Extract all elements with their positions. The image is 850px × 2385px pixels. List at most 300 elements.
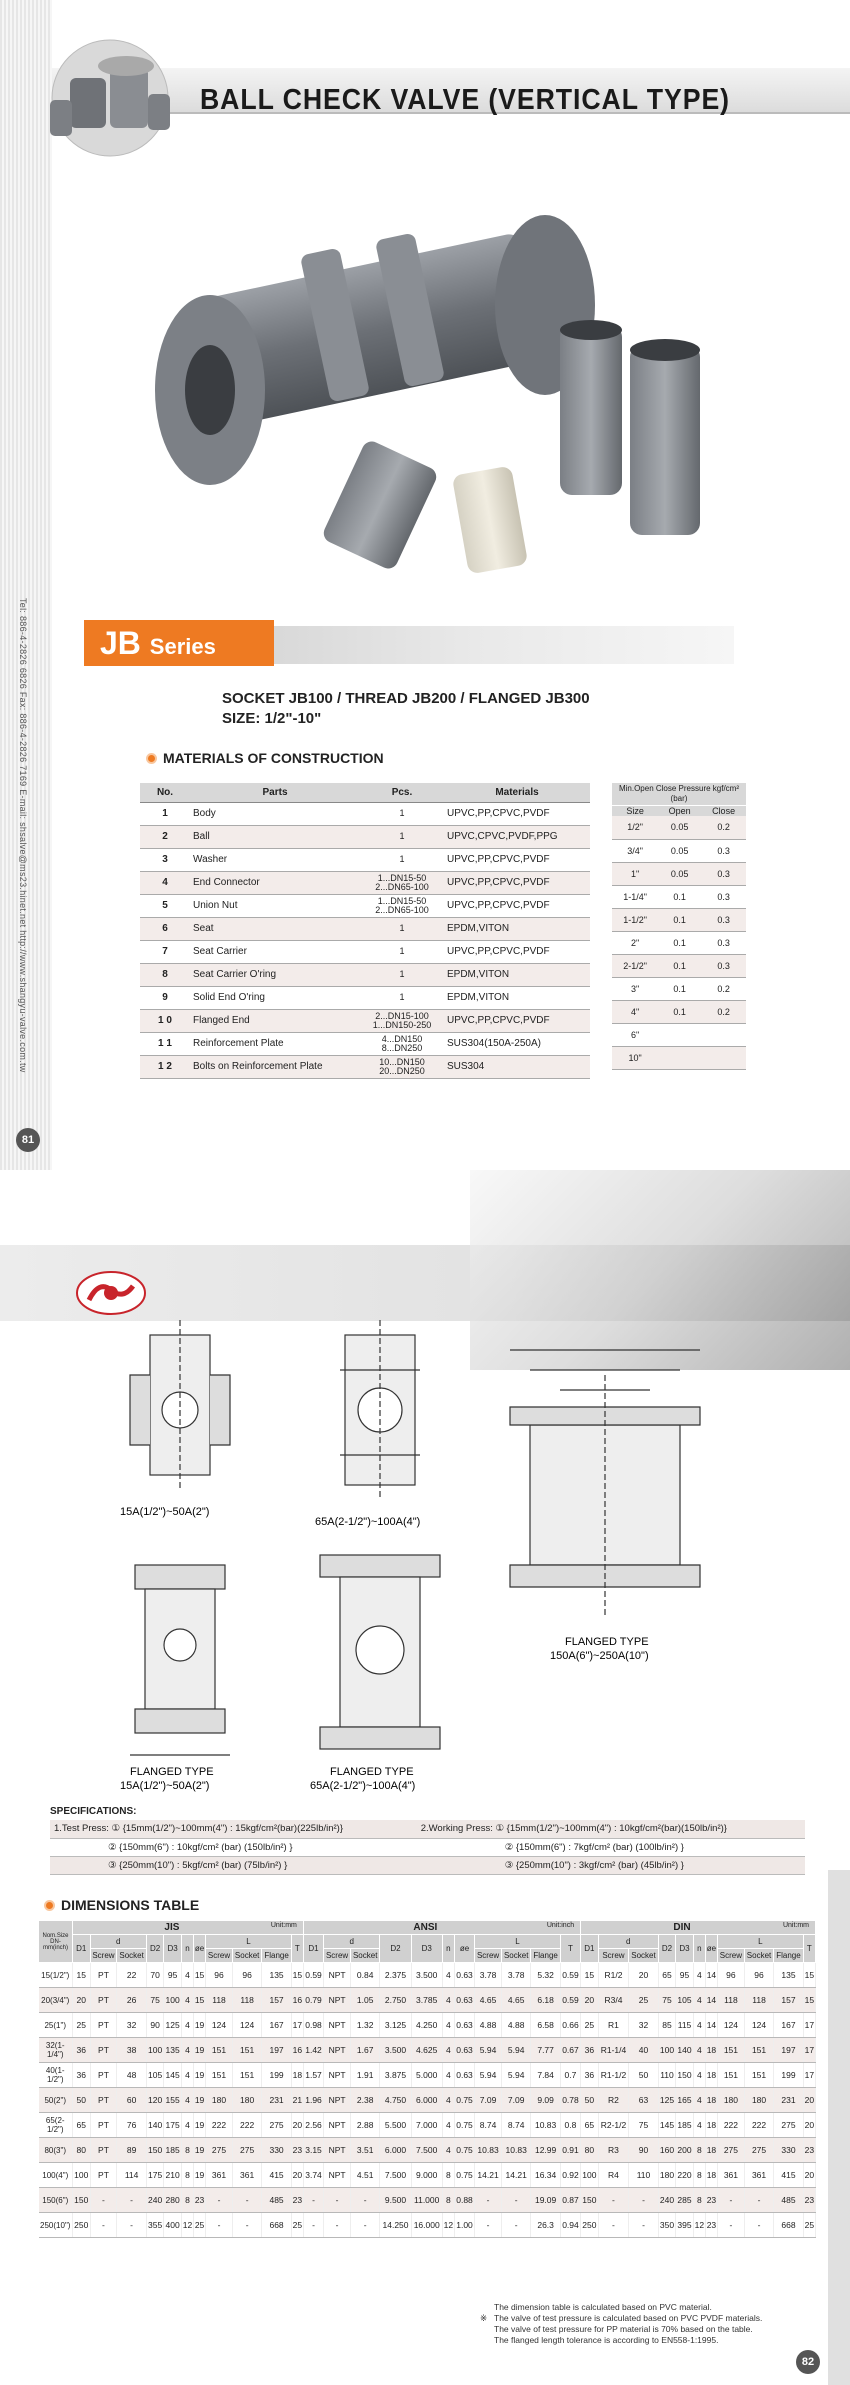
dim-cell: 96 bbox=[717, 1963, 744, 1988]
dim-cell: 4 bbox=[442, 2013, 454, 2038]
materials-cell: UPVC,CPVC,PVDF,PPG bbox=[444, 825, 590, 848]
dim-cell: - bbox=[90, 2188, 117, 2213]
dim-cell: R3 bbox=[598, 2138, 629, 2163]
dim-cell: 100 bbox=[164, 1988, 182, 2013]
dim-cell: 17 bbox=[803, 2038, 815, 2063]
dim-cell: 2.88 bbox=[350, 2113, 379, 2138]
materials-cell: 1 0 bbox=[140, 1009, 190, 1032]
dim-cell: 19 bbox=[194, 2063, 206, 2088]
dim-cell: 361 bbox=[232, 2163, 261, 2188]
dim-cell: 36 bbox=[581, 2038, 599, 2063]
dim-cell: 0.88 bbox=[454, 2188, 474, 2213]
dim-cell: 2.375 bbox=[380, 1963, 411, 1988]
dim-cell: 7.77 bbox=[531, 2038, 560, 2063]
dim-cell: 0.8 bbox=[560, 2113, 580, 2138]
table-row bbox=[612, 1046, 746, 1069]
dim-cell: 9.09 bbox=[531, 2088, 560, 2113]
materials-cell: 1 bbox=[140, 802, 190, 825]
note-line bbox=[480, 2302, 762, 2313]
dim-cell: 4 bbox=[442, 2113, 454, 2138]
materials-heading-text: MATERIALS OF CONSTRUCTION bbox=[163, 750, 384, 766]
dim-cell: 0.78 bbox=[560, 2088, 580, 2113]
dim-cell: 14.250 bbox=[380, 2213, 411, 2238]
dim-cell: 20 bbox=[803, 2088, 815, 2113]
materials-cell: UPVC,PP,CPVC,PVDF bbox=[444, 871, 590, 894]
dim-cell: 16 bbox=[291, 2038, 303, 2063]
materials-table bbox=[140, 783, 590, 1079]
dim-cell: 118 bbox=[744, 1988, 773, 2013]
dim-cell: 197 bbox=[774, 2038, 803, 2063]
dim-header-row bbox=[39, 1921, 816, 1935]
dim-cell: 23 bbox=[705, 2213, 717, 2238]
dim-cell: 8 bbox=[693, 2138, 705, 2163]
page-number-right: 82 bbox=[796, 2350, 820, 2374]
materials-cell: 1 bbox=[360, 940, 444, 963]
dim-cell: 5.000 bbox=[411, 2063, 442, 2088]
dim-cell: 180 bbox=[744, 2088, 773, 2113]
table-row bbox=[612, 1023, 746, 1046]
dim-col: d bbox=[598, 1935, 658, 1949]
pressure-cell: 3/4" bbox=[612, 839, 658, 862]
materials-cell: 5 bbox=[140, 894, 190, 917]
dim-cell: 8 bbox=[181, 2138, 193, 2163]
spec-r3b: ③ {250mm(10") : 3kgf/cm² (bar) (45lb/in²) } bbox=[417, 1856, 805, 1874]
dim-size-cell: 65(2-1/2") bbox=[39, 2113, 73, 2138]
dim-cell: 76 bbox=[117, 2113, 146, 2138]
dim-cell: - bbox=[744, 2213, 773, 2238]
dim-cell: 96 bbox=[206, 1963, 233, 1988]
dim-cell: 115 bbox=[676, 2013, 694, 2038]
dim-cell: 3.500 bbox=[411, 1963, 442, 1988]
dim-cell: 90 bbox=[629, 2138, 658, 2163]
dim-cell: 124 bbox=[717, 2013, 744, 2038]
table-row bbox=[140, 940, 590, 963]
dim-cell: 275 bbox=[206, 2138, 233, 2163]
materials-header-cell: Pcs. bbox=[360, 783, 444, 802]
dim-cell: 0.75 bbox=[454, 2138, 474, 2163]
dim-cell: 15 bbox=[291, 1963, 303, 1988]
table-row bbox=[612, 977, 746, 1000]
dim-cell: NPT bbox=[324, 1988, 351, 2013]
dim-cell: 4.65 bbox=[475, 1988, 502, 2013]
table-row bbox=[140, 917, 590, 940]
dim-sub: Socket bbox=[501, 1949, 530, 1963]
dim-cell: - bbox=[598, 2188, 629, 2213]
table-row bbox=[612, 908, 746, 931]
notes bbox=[480, 2302, 762, 2346]
dim-cell: 668 bbox=[262, 2213, 291, 2238]
dim-cell: 16.34 bbox=[531, 2163, 560, 2188]
dim-cell: 48 bbox=[117, 2063, 146, 2088]
dim-cell: 145 bbox=[658, 2113, 676, 2138]
dim-cell: - bbox=[501, 2188, 530, 2213]
dim-cell: 15 bbox=[194, 1988, 206, 2013]
dim-cell: 3.78 bbox=[501, 1963, 530, 1988]
spec-r2a: ② {150mm(6") : 10kgf/cm² (bar) (150lb/in²) } bbox=[50, 1838, 417, 1856]
dim-cell: 6.58 bbox=[531, 2013, 560, 2038]
dim-cell: 0.75 bbox=[454, 2163, 474, 2188]
dim-sub: Screw bbox=[324, 1949, 351, 1963]
table-row bbox=[612, 862, 746, 885]
dim-cell: 3.74 bbox=[303, 2163, 323, 2188]
pressure-cell: 0.3 bbox=[701, 885, 746, 908]
dim-cell: 6.000 bbox=[411, 2088, 442, 2113]
dim-cell: 14 bbox=[705, 1988, 717, 2013]
dim-cell: 151 bbox=[232, 2038, 261, 2063]
dim-cell: - bbox=[501, 2213, 530, 2238]
dim-sub: Screw bbox=[475, 1949, 502, 1963]
dim-cell: - bbox=[475, 2188, 502, 2213]
dim-cell: 8.74 bbox=[475, 2113, 502, 2138]
dim-cell: 18 bbox=[705, 2163, 717, 2188]
materials-cell: Solid End O'ring bbox=[190, 986, 360, 1009]
pressure-cell: 0.3 bbox=[701, 839, 746, 862]
dim-cell: 17 bbox=[803, 2013, 815, 2038]
dim-cell: 361 bbox=[717, 2163, 744, 2188]
dim-cell: PT bbox=[90, 2138, 117, 2163]
dim-cell: 65 bbox=[658, 1963, 676, 1988]
dim-cell: 3.500 bbox=[380, 2038, 411, 2063]
pressure-header-cell: Open bbox=[658, 806, 701, 816]
dim-cell: 200 bbox=[676, 2138, 694, 2163]
dim-cell: 157 bbox=[262, 1988, 291, 2013]
materials-cell: 10...DN150 20...DN250 bbox=[360, 1055, 444, 1078]
dim-cell: 275 bbox=[262, 2113, 291, 2138]
dim-cell: 23 bbox=[705, 2188, 717, 2213]
drawing-caption-2: 65A(2-1/2")~100A(4") bbox=[315, 1516, 421, 1528]
dim-cell: - bbox=[206, 2188, 233, 2213]
dim-cell: - bbox=[232, 2188, 261, 2213]
materials-cell: UPVC,PP,CPVC,PVDF bbox=[444, 940, 590, 963]
dim-cell: 7.84 bbox=[531, 2063, 560, 2088]
dim-col: D2 bbox=[380, 1935, 411, 1963]
table-row bbox=[140, 986, 590, 1009]
dim-cell: 25 bbox=[581, 2013, 599, 2038]
dim-cell: 8 bbox=[181, 2163, 193, 2188]
dim-cell: 20 bbox=[73, 1988, 91, 2013]
dim-cell: 4 bbox=[442, 2088, 454, 2113]
dim-cell: 7.500 bbox=[411, 2138, 442, 2163]
dimensions-heading bbox=[44, 1897, 199, 1913]
dim-col: D3 bbox=[411, 1935, 442, 1963]
dim-cell: 4 bbox=[442, 1988, 454, 2013]
dim-cell: 23 bbox=[194, 2188, 206, 2213]
pressure-cell: 2-1/2" bbox=[612, 954, 658, 977]
materials-cell: EPDM,VITON bbox=[444, 963, 590, 986]
dim-cell: PT bbox=[90, 1963, 117, 1988]
pressure-cell bbox=[701, 1046, 746, 1069]
dim-cell: 95 bbox=[676, 1963, 694, 1988]
dim-cell: 157 bbox=[774, 1988, 803, 2013]
dim-cell: 26 bbox=[117, 1988, 146, 2013]
materials-cell: 1...DN15-50 2...DN65-100 bbox=[360, 871, 444, 894]
dim-cell: 4 bbox=[181, 1963, 193, 1988]
dim-cell: 231 bbox=[262, 2088, 291, 2113]
dim-cell: NPT bbox=[324, 2113, 351, 2138]
dim-cell: 4 bbox=[181, 2113, 193, 2138]
dim-cell: 40 bbox=[629, 2038, 658, 2063]
drawing-caption-4: FLANGED TYPE bbox=[130, 1766, 214, 1778]
dim-cell: 0.7 bbox=[560, 2063, 580, 2088]
materials-cell: Seat Carrier bbox=[190, 940, 360, 963]
dim-cell: 96 bbox=[744, 1963, 773, 1988]
dim-cell: 151 bbox=[232, 2063, 261, 2088]
technical-drawings bbox=[90, 1315, 770, 1805]
dim-cell: - bbox=[350, 2188, 379, 2213]
dim-cell: 4 bbox=[181, 2013, 193, 2038]
dim-cell: 0.63 bbox=[454, 2063, 474, 2088]
materials-cell: Bolts on Reinforcement Plate bbox=[190, 1055, 360, 1078]
dim-cell: 150 bbox=[581, 2188, 599, 2213]
dim-cell: 135 bbox=[164, 2038, 182, 2063]
dim-col: D3 bbox=[676, 1935, 694, 1963]
dim-cell: 275 bbox=[774, 2113, 803, 2138]
dim-cell: 19 bbox=[194, 2038, 206, 2063]
dim-col: D1 bbox=[73, 1935, 91, 1963]
dim-cell: 4 bbox=[693, 2088, 705, 2113]
dim-cell: NPT bbox=[324, 2038, 351, 2063]
dim-cell: NPT bbox=[324, 2013, 351, 2038]
dim-cell: 10.83 bbox=[531, 2113, 560, 2138]
dim-cell: 114 bbox=[117, 2163, 146, 2188]
pressure-table bbox=[612, 806, 746, 1070]
note-line bbox=[480, 2324, 762, 2335]
pressure-cell: 4" bbox=[612, 1000, 658, 1023]
dim-cell: 100 bbox=[146, 2038, 164, 2063]
dim-cell: 80 bbox=[73, 2138, 91, 2163]
dim-cell: 151 bbox=[717, 2063, 744, 2088]
specifications-table bbox=[50, 1820, 805, 1875]
dim-cell: 16 bbox=[291, 1988, 303, 2013]
dim-cell: 3.875 bbox=[380, 2063, 411, 2088]
dim-cell: 210 bbox=[164, 2163, 182, 2188]
table-row bbox=[612, 816, 746, 839]
dim-sub: Flange bbox=[262, 1949, 291, 1963]
materials-cell: SUS304 bbox=[444, 1055, 590, 1078]
materials-header-cell: No. bbox=[140, 783, 190, 802]
dim-cell: 1.67 bbox=[350, 2038, 379, 2063]
pressure-cell: 1/2" bbox=[612, 816, 658, 839]
dim-cell: 180 bbox=[232, 2088, 261, 2113]
dim-cell: 415 bbox=[774, 2163, 803, 2188]
dim-cell: 4 bbox=[442, 2038, 454, 2063]
dim-cell: 135 bbox=[262, 1963, 291, 1988]
dim-col: øe bbox=[705, 1935, 717, 1963]
dim-unit: Unit:mm bbox=[782, 1922, 809, 1929]
bullet-icon bbox=[146, 753, 157, 764]
dim-cell: 180 bbox=[206, 2088, 233, 2113]
dim-cell: 0.63 bbox=[454, 1988, 474, 2013]
spec-r2b: ② {150mm(6") : 7kgf/cm² (bar) (100lb/in²) } bbox=[417, 1838, 805, 1856]
dim-cell: 3.51 bbox=[350, 2138, 379, 2163]
dim-unit: Unit:mm bbox=[270, 1922, 297, 1929]
dim-cell: 275 bbox=[744, 2138, 773, 2163]
dim-cell: 361 bbox=[206, 2163, 233, 2188]
pressure-cell: 3" bbox=[612, 977, 658, 1000]
dim-cell: NPT bbox=[324, 2163, 351, 2188]
dim-cell: 85 bbox=[658, 2013, 676, 2038]
pressure-cell bbox=[658, 1023, 701, 1046]
materials-cell: 6 bbox=[140, 917, 190, 940]
dim-cell: R1-1/4 bbox=[598, 2038, 629, 2063]
dim-cell: 14.21 bbox=[501, 2163, 530, 2188]
dim-cell: 1.42 bbox=[303, 2038, 323, 2063]
table-row bbox=[39, 2163, 816, 2188]
dim-cell: 8 bbox=[442, 2188, 454, 2213]
dim-cell: 199 bbox=[262, 2063, 291, 2088]
dim-cell: 19 bbox=[194, 2088, 206, 2113]
dim-cell: 1.00 bbox=[454, 2213, 474, 2238]
dim-cell: - bbox=[717, 2188, 744, 2213]
dim-cell: 668 bbox=[774, 2213, 803, 2238]
dim-size-cell: 15(1/2") bbox=[39, 1963, 73, 1988]
dim-cell: 125 bbox=[164, 2013, 182, 2038]
pressure-cell: 0.2 bbox=[701, 816, 746, 839]
dim-cell: 23 bbox=[291, 2138, 303, 2163]
dim-cell: 1.96 bbox=[303, 2088, 323, 2113]
dim-cell: 25 bbox=[291, 2213, 303, 2238]
dim-cell: 395 bbox=[676, 2213, 694, 2238]
dim-sub: Screw bbox=[90, 1949, 117, 1963]
dim-cell: PT bbox=[90, 1988, 117, 2013]
dim-size-cell: 20(3/4") bbox=[39, 1988, 73, 2013]
pressure-cell: 0.1 bbox=[658, 908, 701, 931]
dim-cell: 0.63 bbox=[454, 2013, 474, 2038]
dim-cell: 124 bbox=[232, 2013, 261, 2038]
dim-cell: 4 bbox=[181, 2063, 193, 2088]
dim-cell: 1.05 bbox=[350, 1988, 379, 2013]
dim-cell: 197 bbox=[262, 2038, 291, 2063]
dim-cell: 4 bbox=[693, 1963, 705, 1988]
dim-cell: 175 bbox=[164, 2113, 182, 2138]
dim-cell: 167 bbox=[774, 2013, 803, 2038]
dim-size-cell: 100(4") bbox=[39, 2163, 73, 2188]
dim-col: D3 bbox=[164, 1935, 182, 1963]
dim-cell: 10.83 bbox=[501, 2138, 530, 2163]
materials-cell: 1...DN15-50 2...DN65-100 bbox=[360, 894, 444, 917]
pressure-cell: 1" bbox=[612, 862, 658, 885]
materials-cell: 4 bbox=[140, 871, 190, 894]
dim-size-cell: 25(1") bbox=[39, 2013, 73, 2038]
dim-size-cell: 40(1-1/2") bbox=[39, 2063, 73, 2088]
dim-col: d bbox=[324, 1935, 380, 1949]
dim-cell: 18 bbox=[705, 2113, 717, 2138]
dim-cell: PT bbox=[90, 2063, 117, 2088]
materials-cell: SUS304(150A-250A) bbox=[444, 1032, 590, 1055]
dim-col: n bbox=[693, 1935, 705, 1963]
dim-cell: 4 bbox=[693, 2013, 705, 2038]
drawing-caption-3b: 150A(6")~250A(10") bbox=[550, 1650, 649, 1662]
note-line bbox=[480, 2335, 762, 2346]
dim-cell: 231 bbox=[774, 2088, 803, 2113]
dim-cell: 3.78 bbox=[475, 1963, 502, 1988]
dim-cell: 5.94 bbox=[475, 2063, 502, 2088]
dim-cell: NPT bbox=[324, 2063, 351, 2088]
dim-group-name: DIN bbox=[673, 1922, 691, 1933]
dim-cell: 151 bbox=[744, 2063, 773, 2088]
dim-cell: - bbox=[629, 2213, 658, 2238]
spec-r1b: 2.Working Press: ① {15mm(1/2")~100mm(4") : 10kgf/cm²(bar)(150lb/in²)} bbox=[417, 1820, 805, 1838]
pressure-cell: 1-1/4" bbox=[612, 885, 658, 908]
materials-cell: 9 bbox=[140, 986, 190, 1009]
dim-cell: - bbox=[629, 2188, 658, 2213]
dim-cell: 485 bbox=[262, 2188, 291, 2213]
series-prefix: JB bbox=[100, 625, 141, 661]
dim-cell: 15 bbox=[581, 1963, 599, 1988]
dim-cell: NPT bbox=[324, 2138, 351, 2163]
dim-sub: Socket bbox=[744, 1949, 773, 1963]
dim-cell: 150 bbox=[676, 2063, 694, 2088]
dim-cell: 4.88 bbox=[475, 2013, 502, 2038]
materials-cell: Body bbox=[190, 802, 360, 825]
page-title: BALL CHECK VALVE (VERTICAL TYPE) bbox=[200, 84, 730, 116]
dim-cell: 4.88 bbox=[501, 2013, 530, 2038]
dim-cell: 25 bbox=[629, 1988, 658, 2013]
note-text: The flanged length tolerance is according to EN558-1:1995. bbox=[494, 2335, 719, 2345]
table-row bbox=[140, 894, 590, 917]
thumbnail-product-photo bbox=[30, 38, 190, 158]
dim-cell: 20 bbox=[629, 1963, 658, 1988]
dim-cell: 15 bbox=[803, 1988, 815, 2013]
dim-cell: 50 bbox=[73, 2088, 91, 2113]
materials-cell: UPVC,PP,CPVC,PVDF bbox=[444, 894, 590, 917]
size-line: SIZE: 1/2"-10" bbox=[222, 710, 322, 727]
dim-cell: 9.500 bbox=[380, 2188, 411, 2213]
dim-cell: 330 bbox=[774, 2138, 803, 2163]
dim-cell: 361 bbox=[744, 2163, 773, 2188]
dim-cell: 124 bbox=[206, 2013, 233, 2038]
dim-cell: 0.84 bbox=[350, 1963, 379, 1988]
dim-col: øe bbox=[454, 1935, 474, 1963]
dim-cell: 4 bbox=[693, 2063, 705, 2088]
dim-cell: 25 bbox=[803, 2213, 815, 2238]
dim-cell: 12 bbox=[181, 2213, 193, 2238]
dim-cell: 165 bbox=[676, 2088, 694, 2113]
dim-cell: 150 bbox=[146, 2138, 164, 2163]
dim-cell: 6.000 bbox=[380, 2138, 411, 2163]
dim-cell: 19 bbox=[194, 2013, 206, 2038]
materials-cell: Ball bbox=[190, 825, 360, 848]
dim-cell: 60 bbox=[117, 2088, 146, 2113]
dim-cell: 1.57 bbox=[303, 2063, 323, 2088]
dim-cell: 36 bbox=[581, 2063, 599, 2088]
pressure-cell: 0.1 bbox=[658, 977, 701, 1000]
pressure-cell: 0.1 bbox=[658, 954, 701, 977]
pressure-cell: 0.05 bbox=[658, 839, 701, 862]
dim-cell: 18 bbox=[705, 2138, 717, 2163]
dim-cell: 185 bbox=[164, 2138, 182, 2163]
note-text: The valve of test pressure is calculated based on PVC PVDF materials. bbox=[494, 2313, 763, 2323]
dim-cell: 185 bbox=[676, 2113, 694, 2138]
dim-cell: - bbox=[303, 2188, 323, 2213]
dim-cell: - bbox=[598, 2213, 629, 2238]
table-row bbox=[612, 839, 746, 862]
contact-vertical-text: Tel: 886-4-2826 6826 Fax: 886-4-2826 7169 E-mail: shsalve@ms23.hinet.net http://www.shangyu-valve.com.tw bbox=[18, 598, 28, 1073]
pressure-cell: 0.1 bbox=[658, 931, 701, 954]
dim-cell: 285 bbox=[676, 2188, 694, 2213]
dim-cell: 400 bbox=[164, 2213, 182, 2238]
dim-cell: 5.94 bbox=[475, 2038, 502, 2063]
materials-header-cell: Parts bbox=[190, 783, 360, 802]
materials-cell: 1 bbox=[360, 917, 444, 940]
dim-cell: 18 bbox=[291, 2063, 303, 2088]
dim-corner: Nom.Size DN-mm(inch) bbox=[39, 1921, 73, 1963]
pressure-cell: 0.3 bbox=[701, 931, 746, 954]
materials-cell: 7 bbox=[140, 940, 190, 963]
dim-cell: 6.18 bbox=[531, 1988, 560, 2013]
dim-cell: 12.99 bbox=[531, 2138, 560, 2163]
table-row bbox=[612, 931, 746, 954]
